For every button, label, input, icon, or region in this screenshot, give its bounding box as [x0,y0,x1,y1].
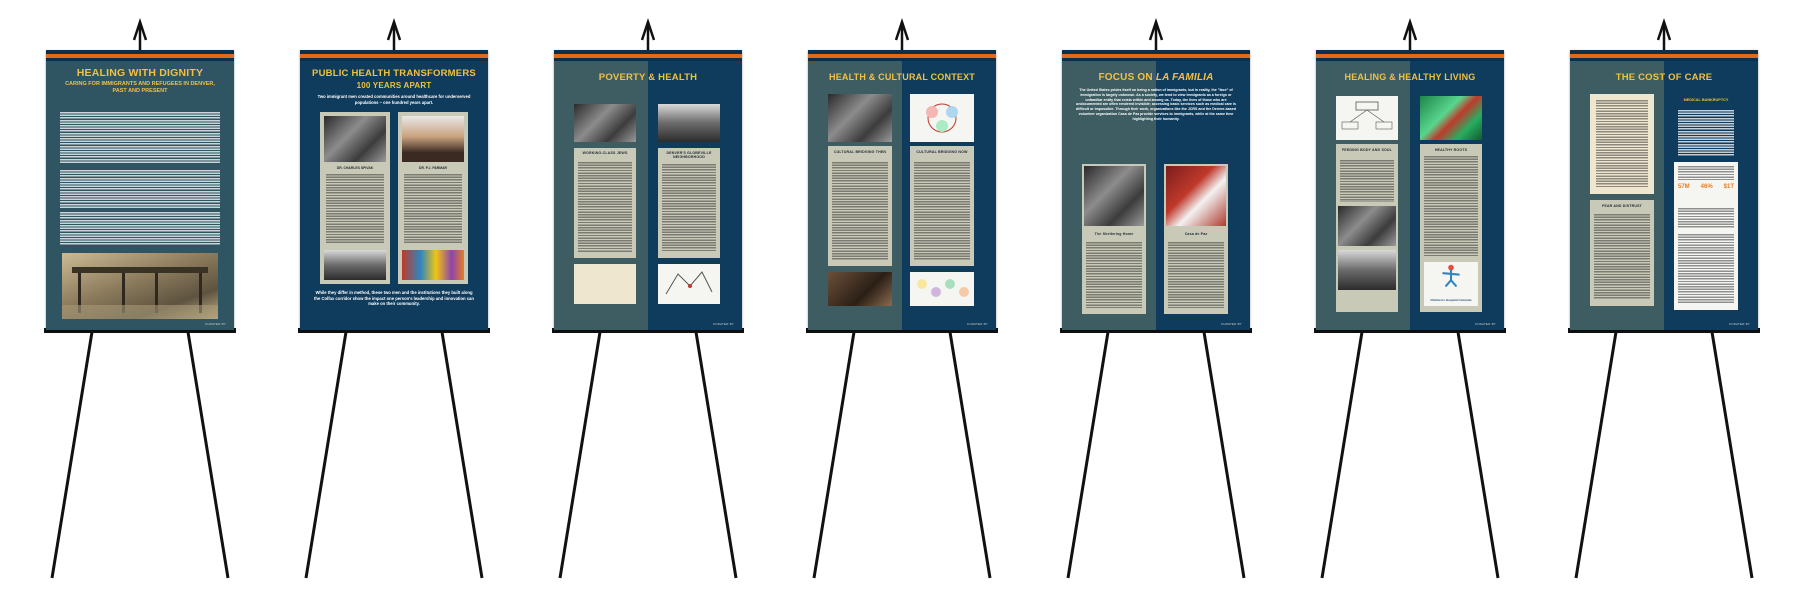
right-heading: DENVER'S GLOBEVILLE NEIGHBORHOOD [666,151,712,159]
easel-6 [1300,0,1520,600]
historic-photo [1338,206,1396,246]
right-heading: CULTURAL BRIDGING NOW [916,150,968,154]
historic-gate-photo [62,253,218,319]
poster-footer: CURATED BY [712,322,734,326]
historic-photo [658,104,720,142]
historic-photo [1338,250,1396,290]
right-heading: Casa de Paz [1184,232,1208,236]
poster-focus-on-la-familia [1062,50,1250,330]
poster-subtitle: 100 YEARS APART [356,81,432,90]
easel-3 [538,0,758,600]
easel-7 [1554,0,1774,600]
poster-footer: CURATED BY [966,322,988,326]
poster-footer: CURATED BY [1474,322,1496,326]
title-prefix: FOCUS ON [1098,72,1153,83]
left-heading: CULTURAL BRIDGING THEN [833,150,887,154]
historic-photo [1084,166,1144,226]
easel-5 [1046,0,1266,600]
poster-title [1066,72,1246,83]
stat-value: 46% [1700,184,1713,190]
left-heading: FEAR AND DISTRUST [1602,204,1642,208]
historic-photo [574,104,636,142]
stat-value: $1T [1723,184,1734,190]
left-heading: FEEDING BODY AND SOUL [1341,148,1393,152]
poster-footer: CURATED BY [1728,322,1750,326]
poster-title: HEALTH & CULTURAL CONTEXT [829,72,975,82]
map-image [658,264,720,304]
poster-closing: While they differ in method, these two men and the institutions they built along the Colfax corridor show the impact one person's leadership and innovation can make on their community. [314,290,474,306]
poster-intro: The United States prides itself on being a nation of immigrants, but in reality, the "face" of immigration is largely unknown. As a society, we tend to view immigrants as a foreign or unfamiliar entity that exists within and among us. Today, the lives of those who are undocumented are often rendered invisible; accessing basic services such as medical care is difficult or impossible. Through their work, organizations like the JCRS and the Denver-based volunteer organization Casa de Paz provide services to immigrants, while at the same time highlighting their humanity. [1076,88,1236,121]
document-image [574,264,636,304]
poster-healing-with-dignity [46,50,234,330]
casa-de-paz-photo [1166,166,1226,226]
logo-text: Children's Hospital Colorado [1430,297,1472,302]
historic-photo [324,250,386,280]
stats-graphic [1674,162,1738,310]
childrens-hospital-figure-icon [1424,262,1478,293]
portrait-photo [402,116,464,162]
poster-intro: Two immigrant men created communities around healthcare for underserved populations – one hundred years apart. [317,94,471,105]
poster-title: POVERTY & HEALTH [598,72,698,83]
stat-value: 57M [1678,184,1690,190]
document-image [1336,96,1398,140]
easel-4 [792,0,1012,600]
poster-poverty-and-health [554,50,742,330]
historic-photo [828,94,892,142]
diagram-image [910,272,974,306]
right-heading: MEDICAL BANKRUPTCY [1683,98,1729,102]
diagram-image [910,94,974,142]
portrait-photo [324,116,386,162]
title-italic: LA FAMILIA [1155,72,1214,83]
poster-the-cost-of-care [1570,50,1758,330]
left-heading: WORKING-CLASS JEWS [582,151,628,155]
poster-title: THE COST OF CARE [1615,72,1713,83]
poster-public-health-transformers [300,50,488,330]
poster-footer: CURATED BY [1220,322,1242,326]
easel-1 [30,0,250,600]
left-heading: The Sheltering Home [1094,232,1134,236]
poster-title: HEALING WITH DIGNITY [76,67,204,79]
artifact-photo [828,272,892,306]
poster-healing-and-healthy-living [1316,50,1504,330]
right-heading: HEALTHY ROOTS [1434,148,1468,152]
garden-photo [1420,96,1482,140]
poster-health-and-cultural-context [808,50,996,330]
poster-subtitle: CARING FOR IMMIGRANTS AND REFUGEES IN DENVER, PAST AND PRESENT [65,81,215,94]
medical-bill-document [1590,94,1654,194]
easel-2 [284,0,504,600]
poster-title: HEALING & HEALTHY LIVING [1344,72,1476,82]
poster-title: PUBLIC HEALTH TRANSFORMERS [312,68,476,79]
clinic-photo [402,250,464,280]
left-name: DR. CHARLES SPIVAK [336,166,374,170]
right-name: DR. P.J. PARMAR [419,166,447,170]
poster-footer: CURATED BY [204,322,226,326]
childrens-hospital-logo [1424,262,1478,306]
